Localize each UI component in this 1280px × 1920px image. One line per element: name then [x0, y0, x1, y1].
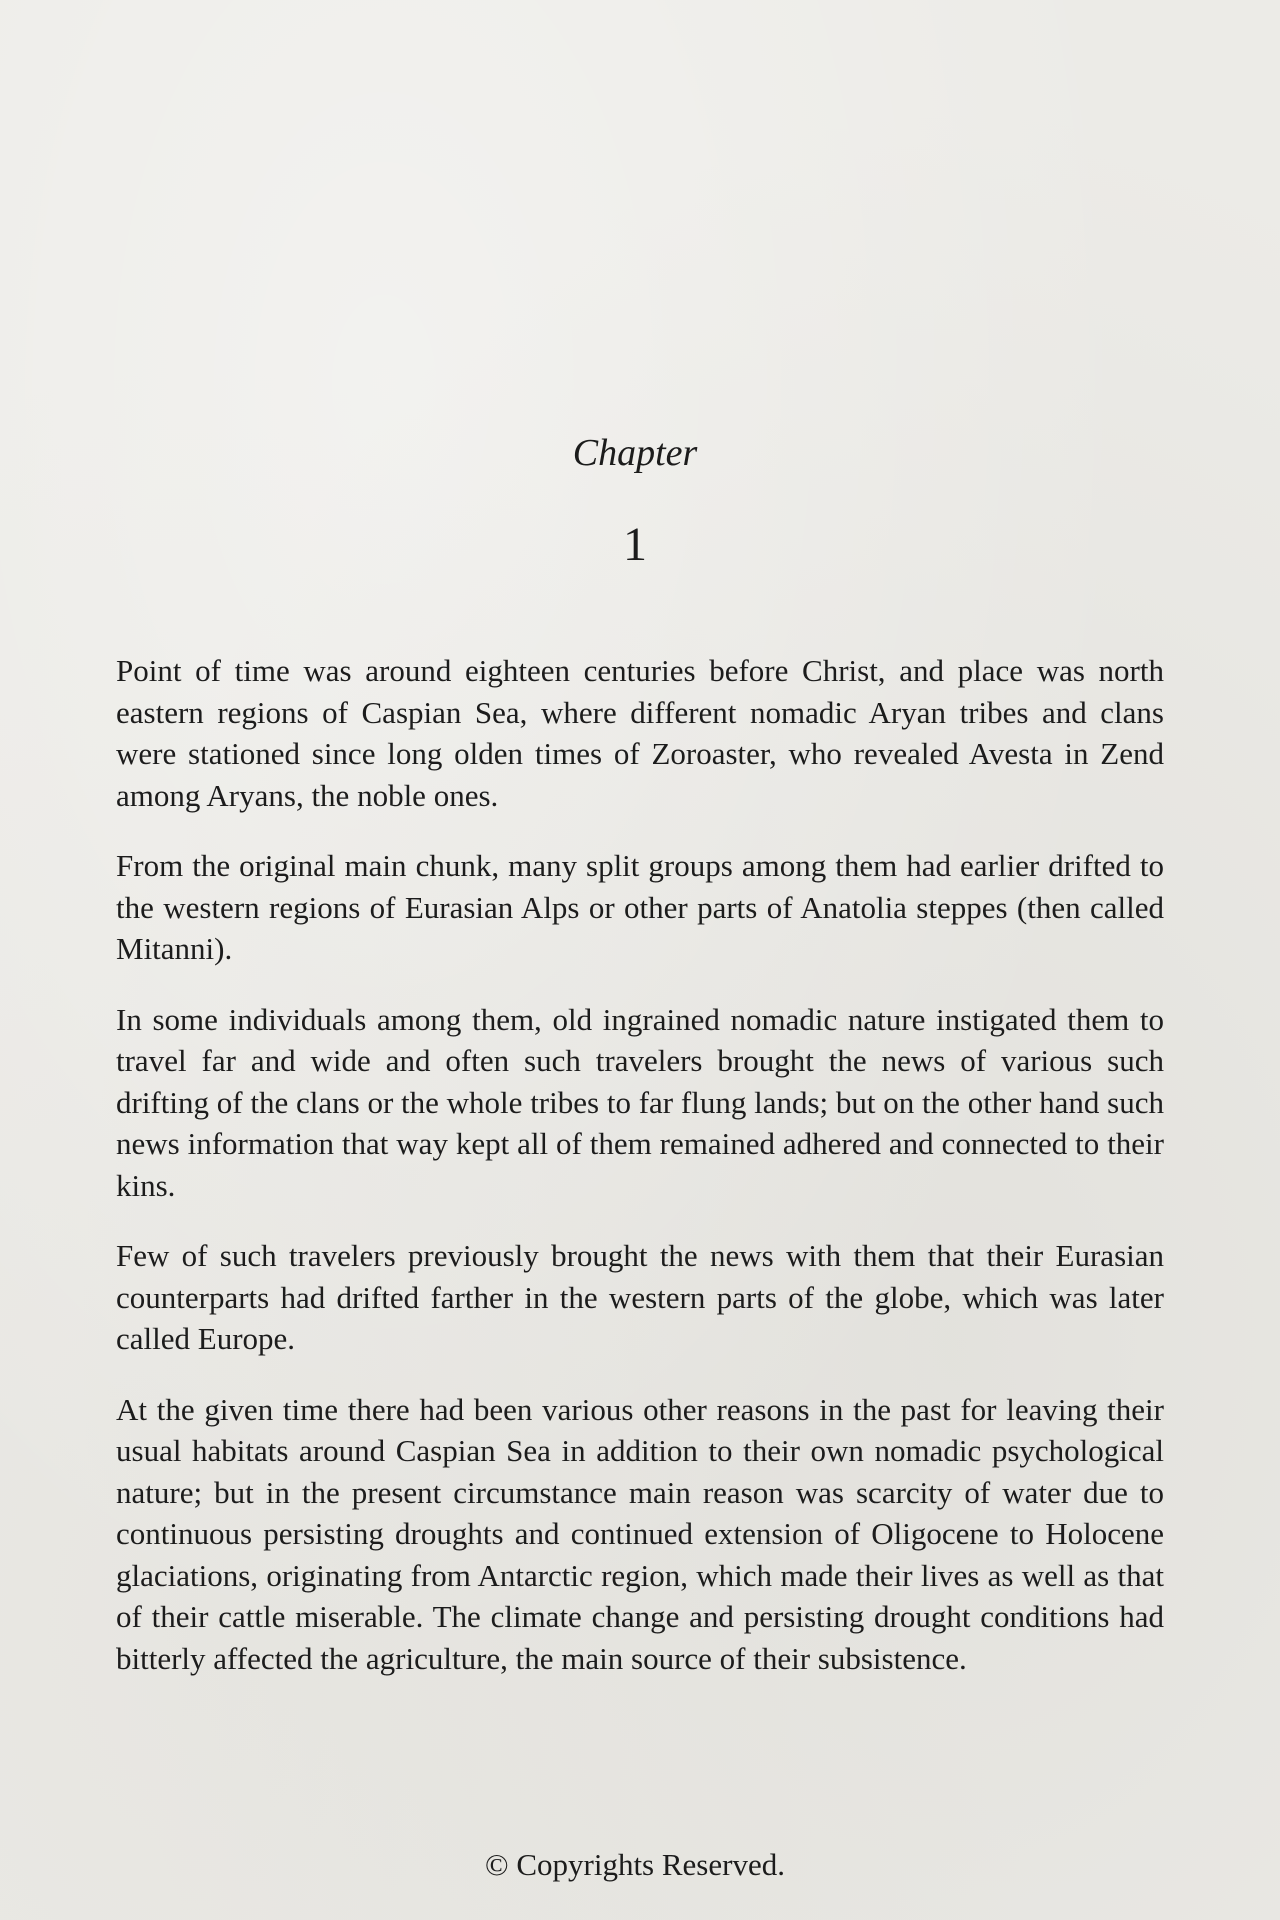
paragraph: From the original main chunk, many split groups among them had earlier drifted to the western regions of Eurasian Alps or other parts of Anatolia steppes (then called Mitanni).: [116, 848, 1164, 966]
paragraph: In some individuals among them, old ingrained nomadic nature instigated them to travel far and wide and often such travelers brought the news of various such drifting of the clans or the whole tribes to far flung lands; but on the other hand such news information that way kept all of them remained adhered and connected to their kins.: [116, 1001, 1164, 1203]
paragraph: Few of such travelers previously brought the news with them that their Eurasian counterparts had drifted farther in the western parts of the globe, which was later called Europe.: [116, 1238, 1164, 1356]
chapter-body: [116, 650, 1164, 1708]
paragraph: Point of time was around eighteen centuries before Christ, and place was north eastern regions of Caspian Sea, where different nomadic Aryan tribes and clans were stationed since long olden times of Zoroaster, who revealed Avesta in Zend among Aryans, the noble ones.: [116, 653, 1164, 813]
chapter-label: Chapter: [572, 432, 698, 474]
chapter-number: 1: [623, 518, 647, 571]
paragraph: At the given time there had been various other reasons in the past for leaving their usual habitats around Caspian Sea in addition to their own nomadic psychological nature; but in the present circumstance main reason was scarcity of water due to continuous persisting droughts and continued extension of Oligocene to Holocene glaciations, originating from Antarctic region, which made their lives as well as that of their cattle miserable. The climate change and persisting drought conditions had bitterly affected the agriculture, the main source of their subsistence.: [116, 1391, 1164, 1676]
copyright-notice: © Copyrights Reserved.: [485, 1847, 785, 1882]
